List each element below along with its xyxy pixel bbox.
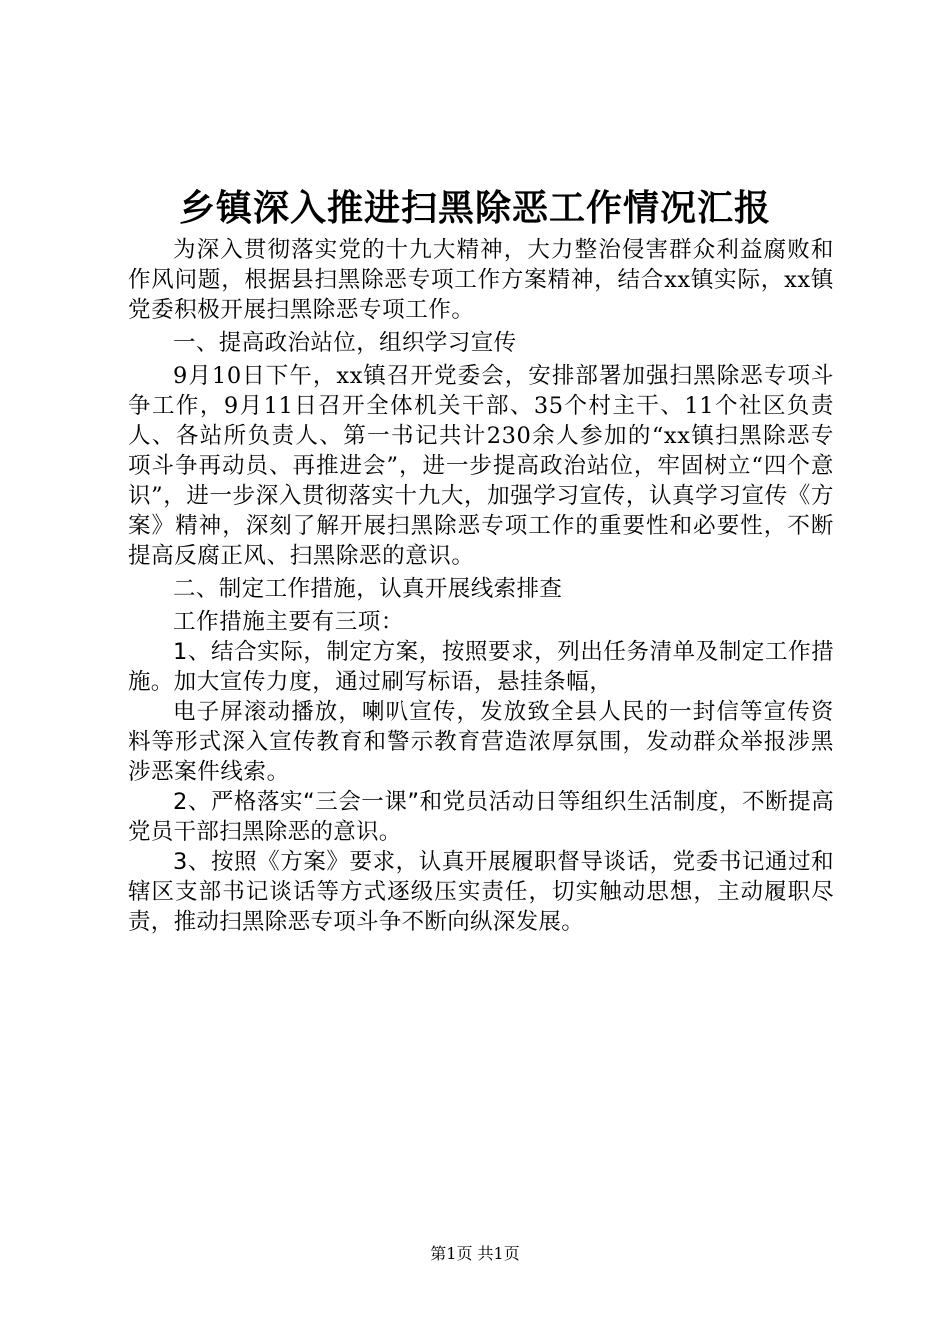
intro-paragraph: 为深入贯彻落实党的十九大精神，大力整治侵害群众利益腐败和作风问题，根据县扫黑除恶专项工作方案精神，结合xx镇实际，xx镇党委积极开展扫黑除恶专项工作。 bbox=[128, 237, 834, 323]
measure-item-3: 3、按照《方案》要求，认真开展履职督导谈话，党委书记通过和辖区支部书记谈话等方式逐级压实责任，切实触动思想，主动履职尽责，推动扫黑除恶专项斗争不断向纵深发展。 bbox=[128, 849, 834, 935]
section-2-lead: 工作措施主要有三项： bbox=[173, 609, 405, 635]
section-1-body: 9月10日下午，xx镇召开党委会，安排部署加强扫黑除恶专项斗争工作，9月11日召开全体机关干部、35个村主干、11个社区负责人、各站所负责人、第一书记共计230余人参加的“xx镇扫黑除恶专项斗争再动员、再推进会”，进一步提高政治站位，牢固树立“四个意识”，进一步深入贯彻落实十九大，加强学习宣传，认真学习宣传《方案》精神，深刻了解开展扫黑除恶专项工作的重要性和必要性，不断提高反腐正风、扫黑除恶的意识。 bbox=[128, 363, 834, 569]
measure-item-1-tail: 加大宣传力度，通过刷写标语，悬挂条幅， bbox=[173, 669, 613, 695]
measure-item-2: 2、严格落实“三会一课”和党员活动日等组织生活制度，不断提高党员干部扫黑除恶的意识。 bbox=[128, 789, 834, 845]
section-2-heading: 二、制定工作措施，认真开展线索排查 bbox=[173, 576, 563, 602]
document-title: 乡镇深入推进扫黑除恶工作情况汇报 bbox=[178, 187, 771, 229]
section-1-heading: 一、提高政治站位，组织学习宣传 bbox=[173, 330, 517, 356]
measure-item-1-continued: 电子屏滚动播放，喇叭宣传，发放致全县人民的一封信等宣传资料等形式深入宣传教育和警示教育营造浓厚氛围，发动群众举报涉黑涉恶案件线索。 bbox=[128, 699, 834, 785]
page-footer: 第1页 共1页 bbox=[430, 1244, 520, 1263]
document-body bbox=[128, 235, 834, 937]
measure-item-1-lead: 1、结合实际，制定方案，按照要求，列出任务清单及制定工作措施。 bbox=[128, 639, 834, 695]
measure-item-1 bbox=[128, 637, 834, 697]
